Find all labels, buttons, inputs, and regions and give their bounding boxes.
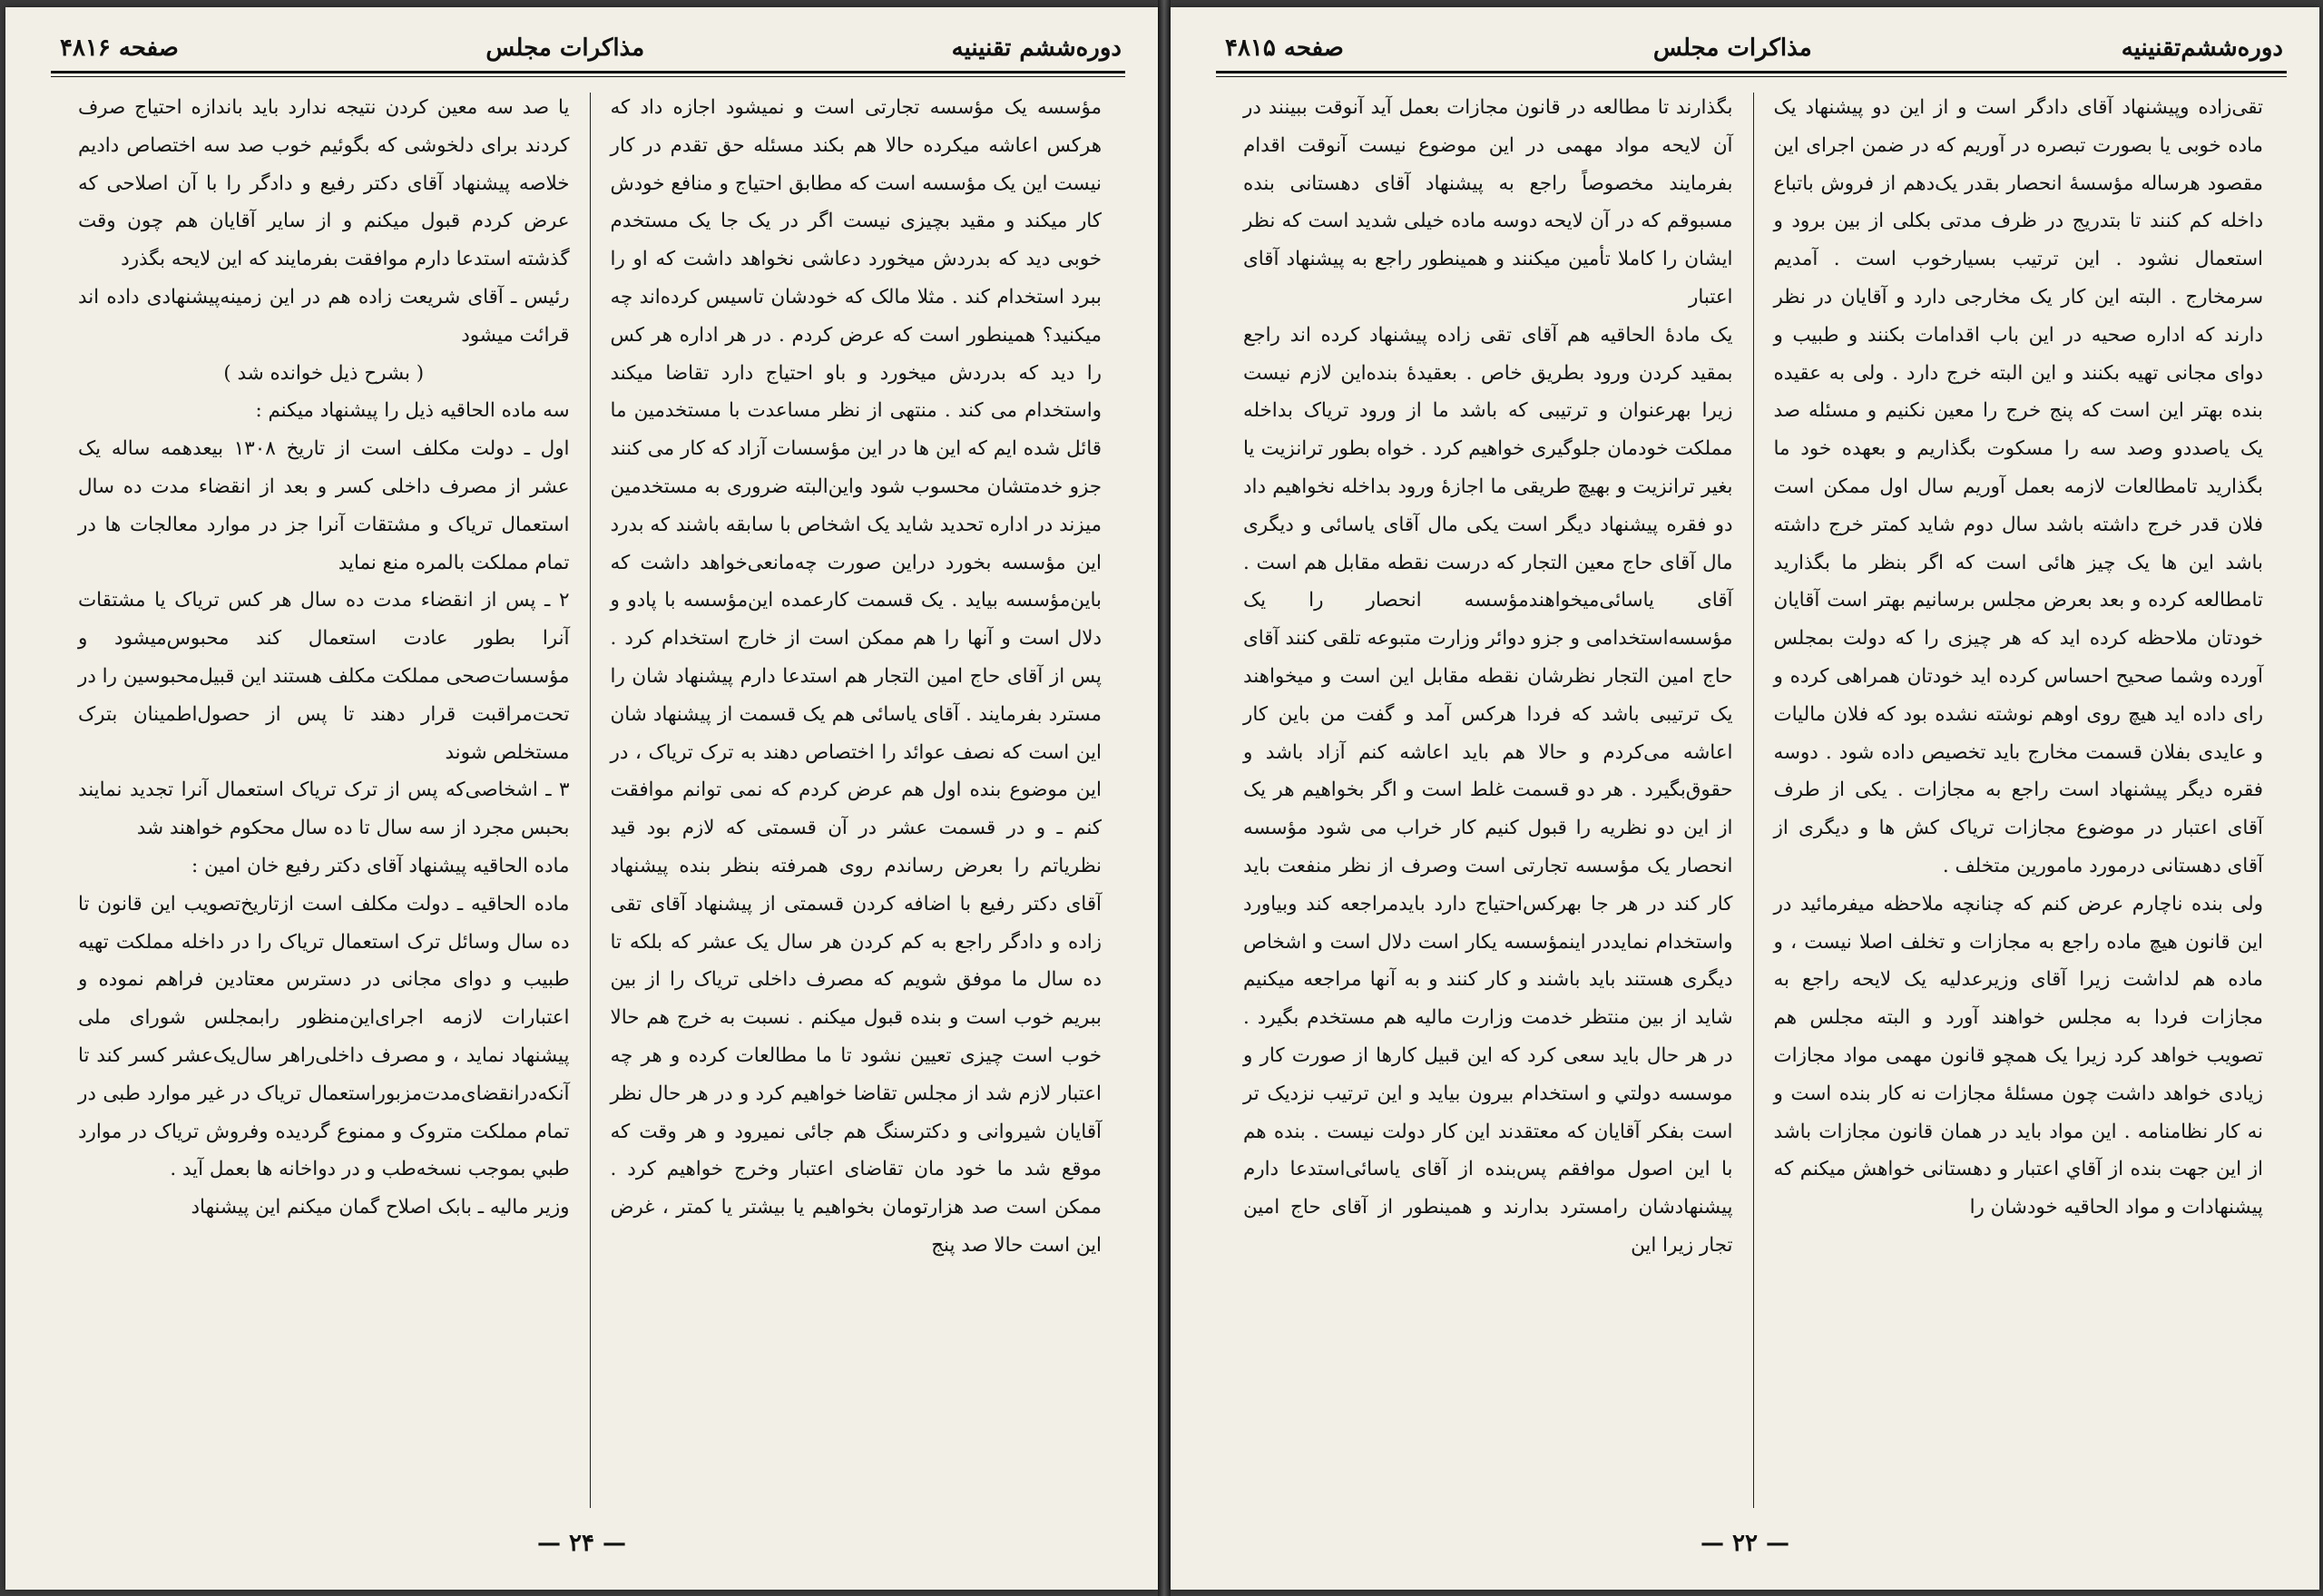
paragraph: ۳ ـ اشخاصی‌که پس از ترک تریاک استعمال آنرا تجدید نمایند بحبس مجرد از سه سال تا ده سال محکوم خواهند شد — [78, 778, 570, 840]
left-page-column-left — [58, 89, 590, 1508]
paragraph: بگذارند تا مطالعه در قانون مجازات بعمل آید آنوقت ببینند در آن لایحه مواد مهمی در این موضوع نیست آنوقت اقدام بفرمایند مخصوصاً راجع به پیشنهاد آقای دهستانی بنده مسبوقم که در آن لایحه دوسه ماده خیلی شدید است که نظر ایشان را کاملا تأمین میکنند و همینطور راجع به پیشنهاد آقای اعتبار — [1243, 96, 1733, 308]
left-page-columns — [58, 89, 1122, 1508]
left-header-page-label: صفحه ۴۸۱۶ — [60, 34, 179, 62]
paragraph: مؤسسه یک مؤسسه تجارتی است و نمیشود اجازه داد که هرکس اعاشه میکرده حالا هم بکند مسئله حق تقدم در کار نیست این یک مؤسسه است که مطابق احتیاج و منافع خودش کار میکند و مقید بچیزی نیست اگر در یک جا یک مستخدم خوبی دید که بدردش میخورد دعاشی نخواهد داشت که او را ببرد استخدام کند . مثلا مالک که خودشان تاسیس کرده‌اند چه میکنید؟ همینطور است که عرض کردم . در هر اداره هر کس را دید که بدردش میخورد و باو احتیاج دارد تقاضا میکند واستخدام می کند . منتهی از نظر مساعدت با مستخدمین ما قائل شده ایم که این ها در این مؤسسات آزاد که کار می کنند جزو خدمتشان محسوب شود واین‌البته ضروری به مستخدمین میزند در اداره تحدید شاید یک اشخاص با سابقه باشند که بدرد این مؤسسه بخورد دراین صورت چه‌مانعی‌خواهد داشت که باین‌مؤسسه بیاید . یک قسمت کارعمده این‌مؤسسه با پادو و دلال است و آنها را هم ممکن است از خارج استخدام کرد . پس از آقای حاج امین التجار هم استدعا دارم پیشنهاد شان را مسترد بفرمایند . آقای یاسائی هم یک قسمت از پیشنهاد شان این است که نصف عوائد را اختصاص دهند به ترک تریاک ، در این موضوع بنده اول هم عرض کردم که نمی توانم موافقت کنم ـ و در قسمت عشر در آن قسمتی که لازم بود قید نظریاتم را بعرض رساندم روی همرفته بنظر بنده پیشنهاد آقای دکتر رفیع با اضافه کردن قسمتی از پیشنهاد آقای تقی زاده و دادگر راجع به کم کردن هر سال یک عشر که بلکه تا ده سال ما موفق شویم که مصرف داخلی تریاک را از بین ببریم خوب است و بنده قبول میکنم . نسبت به خرج هم حالا خوب است چیزی تعیین نشود تا ما مطالعات کرده و هر چه اعتبار لازم شد از مجلس تقاضا خواهیم کرد و در هر حال نظر آقایان شیروانی و دکترسنگ هم جائی نمیرود و هر وقت که موقع شد ما خود مان تقاضای اعتبار وخرج خواهیم کرد . ممکن است صد هزارتومان بخواهیم یا بیشتر یا کمتر ، غرض این است حالا صد پنج — [610, 96, 1102, 1257]
paragraph-note: ( بشرح ذیل خوانده شد ) — [223, 361, 425, 385]
right-header-volume: دوره‌ششم‌تقنینیه — [2121, 34, 2283, 62]
left-page-column-right — [591, 89, 1122, 1508]
right-header-rule-thin — [1216, 76, 2287, 77]
right-page — [1171, 7, 2319, 1590]
left-header-title: مذاکرات مجلس — [485, 34, 645, 62]
paragraph: رئیس ـ آقای شریعت زاده هم در این زمینه‌پیشنهادی داده اند قرائت میشود — [78, 285, 570, 347]
paragraph: یا صد سه معین کردن نتیجه ندارد باید باندازه احتیاج صرف کردند برای دلخوشی که بگوئیم خوب صد سه اختصاص دادیم خلاصه پیشنهاد آقای دکتر رفیع و دادگر را با آن اصلاحی که عرض کردم قبول میکنم و از سایر آقایان هم چون وقت گذشته استدعا دارم موافقت بفرمایند که این لایحه بگذرد — [78, 96, 570, 271]
left-page — [5, 7, 1158, 1590]
right-page-column-left — [1223, 89, 1753, 1508]
paragraph: سه ماده الحاقیه ذیل را پیشنهاد میکنم : — [255, 399, 570, 423]
paragraph: اول ـ دولت مکلف است از تاریخ ۱۳۰۸ بیعدهمه ساله یک عشر از مصرف داخلی کسر و بعد از انقضاء مدت ده سال استعمال تریاک و مشتقات آنرا جز در موارد معالجات ها در تمام مملکت بالمره منع نماید — [78, 437, 570, 574]
right-header-rule — [1216, 71, 2287, 73]
right-page-header — [1225, 27, 2283, 69]
right-header-title: مذاکرات مجلس — [1652, 34, 1812, 62]
right-page-number: — ۲۲ — — [1700, 1530, 1790, 1557]
paragraph: وزیر مالیه ـ بابک اصلاح گمان میکنم این پیشنهاد — [191, 1196, 570, 1219]
paragraph: ماده الحاقیه ـ دولت مکلف است ازتاریخ‌تصویب این قانون تا ده سال وسائل ترک استعمال تریاک را در داخله مملکت تهیه طبیب و دوای مجانی در دسترس معتادین فراهم نموده و اعتبارات لازمه اجرای‌این‌منظور رابمجلس شورای ملی پیشنهاد نماید ، و مصرف داخلی‌راهر سال‌یک‌عشر کسر کند تا آنکه‌درانقضای‌مدت‌مزبوراستعمال تریاک در غیر موارد طبی در تمام مملکت متروک و ممنوع گردیده وفروش تریاک در موارد طبي بموجب نسخه‌طب و در دواخانه ها بعمل آید . — [78, 892, 570, 1181]
right-header-page-label: صفحه ۴۸۱۵ — [1225, 34, 1344, 62]
paragraph: یک مادهٔ الحاقیه هم آقای تقی زاده پیشنهاد کرده اند راجع بمقید کردن ورود بطریق خاص . بعقیدهٔ بنده‌این لازم نیست زیرا بهرعنوان و ترتیبی که باشد ما از ورود تریاک بداخله مملکت خودمان جلوگیری خواهیم کرد . خواه بطور ترانزیت یا بغیر ترانزیت و بهیچ طریقی ما اجازهٔ ورود بداخله نخواهیم داد دو فقره پیشنهاد دیگر است یکی مال آقای یاسائی و دیگری مال آقای حاج معین التجار که درست نقطه مقابل هم است . آقای یاسائی‌میخواهندمؤسسه انحصار را یک مؤسسه‌استخدامی و جزو دوائر وزارت متبوعه تلقی کنند آقای حاج امین التجار نظرشان نقطه مقابل این است و میخواهند یک ترتیبی باشد که فردا هرکس آمد و گفت من باین کار اعاشه می‌کردم و حالا هم باید اعاشه کنم آزاد باشد و حقوق‌بگیرد . هر دو قسمت غلط است و اگر بخواهیم هر یک از این دو نظریه را قبول کنیم کار خراب می شود مؤسسه انحصار یک مؤسسه تجارتی است وصرف از نظر منفعت باید کار کند در هر جا بهرکس‌احتیاج دارد باید‌مراجعه کند وبیاورد واستخدام نمایددر اینمؤسسه یکار است دلال است و اشخاص دیگری هستند باید باشند و کار کنند و به آنها مراجعه میکنیم شاید از بین منتظر خدمت وزارت مالیه هم مستخدم بگیرد . در هر حال باید سعی کرد که این قبیل کارها از صورت کار و موسسه دولتي و استخدام بیرون بیاید و این ترتیب نزدیک تر است بفکر آقایان که معتقدند این کار دولت نیست . بنده هم با این اصول موافقم پس‌بنده از آقای یاسائی‌استدعا دارم پیشنهادشان رامسترد بدارند و همینطور از آقای حاج امین تجار زیرا این — [1243, 323, 1733, 1257]
left-page-number: — ۲۴ — — [536, 1530, 627, 1557]
paragraph: ماده الحاقیه پیشنهاد آقای دکتر رفیع خان امین : — [191, 854, 570, 877]
left-header-volume: دوره‌ششم تقنینیه — [951, 34, 1122, 62]
right-page-columns — [1223, 89, 2283, 1508]
left-header-rule — [51, 71, 1125, 73]
book-gutter — [1158, 0, 1171, 1596]
paragraph: تقی‌زاده وپیشنهاد آقای دادگر است و از این دو پیشنهاد یک ماده خوبی یا بصورت تبصره در آوریم که در ضمن اجرای این مقصود هرساله مؤسسهٔ انحصار بقدر یک‌دهم از فروش باتباع داخله کم کنند تا بتدریج در ظرف مدتی بکلی از بین برود و استعمال نشود . این ترتیب بسیارخوب است . آمدیم سرمخارج . البته این کار یک مخارجی دارد و آقایان در نظر دارند که اداره صحیه در این باب اقدامات بکنند و طبیب و دوای مجانی تهیه بکنند و این البته خرج دارد . ولی به عقیده بنده بهتر این است که پنج خرج را معین نکنیم و مسئله صد یک یاصد‌دو وصد سه را مسکوت بگذاریم و بعهده خود ما بگذارید تامطالعات لازمه بعمل آوریم سال اول ممکن است فلان قدر خرج داشته باشد سال دوم شاید کمتر خرج داشته باشد این ها یک چیز هائی است که اگر بنظر ما بگذارید تامطالعه کرده و بعد بعرض مجلس برسانیم بهتر است آقایان خودتان ملاحظه کرده اید که هر چیزی را که دولت بمجلس آورده وشما صحیح احساس کرده اید خودتان همراهی کرده و رای داده اید هیچ روی اوهم نوشته نشده بود که فلان مالیات و عایدی بفلان قسمت مخارج باید تخصیص داده شود . دوسه فقره دیگر پیشنهاد است راجع به مجازات . یکی از طرف آقای اعتبار در موضوع مجازات تریاک کش ها و دیگری از آقای دهستانی درمورد مامورین متخلف . — [1773, 96, 2263, 877]
paragraph: ولی بنده ناچارم عرض کنم که چنانچه ملاحظه میفرمائید در این قانون هیچ ماده راجع به مجازات و تخلف اصلا نیست ، و ماده هم لداشت زیرا آقای وزیرعدلیه یک لایحه راجع به مجازات فردا به مجلس خواهند آورد و البته مجلس هم تصویب خواهد کرد زیرا یک همچو قانون مهمی مواد مجازات زیادی خواهد داشت چون مسئلهٔ مجازات نه کار بنده است و نه کار نظامنامه . این مواد باید در همان قانون مجازات باشد از این جهت بنده از آقاي اعتبار و دهستانی خواهش میکنم که پیشنهادات و مواد الحاقیه خودشان را — [1773, 892, 2263, 1219]
right-page-column-right — [1754, 89, 2284, 1508]
left-page-header — [60, 27, 1122, 69]
left-header-rule-thin — [51, 76, 1125, 77]
paragraph: ۲ ـ پس از انقضاء مدت ده سال هر کس تریاک یا مشتقات آنرا بطور عادت استعمال کند محبوس‌میشود و مؤسسات‌صحی مملکت مکلف هستند این قبیل‌محبوسین را در تحت‌مراقبت قرار دهند تا پس از حصول‌اطمینان بترک مستخلص شوند — [78, 589, 570, 764]
